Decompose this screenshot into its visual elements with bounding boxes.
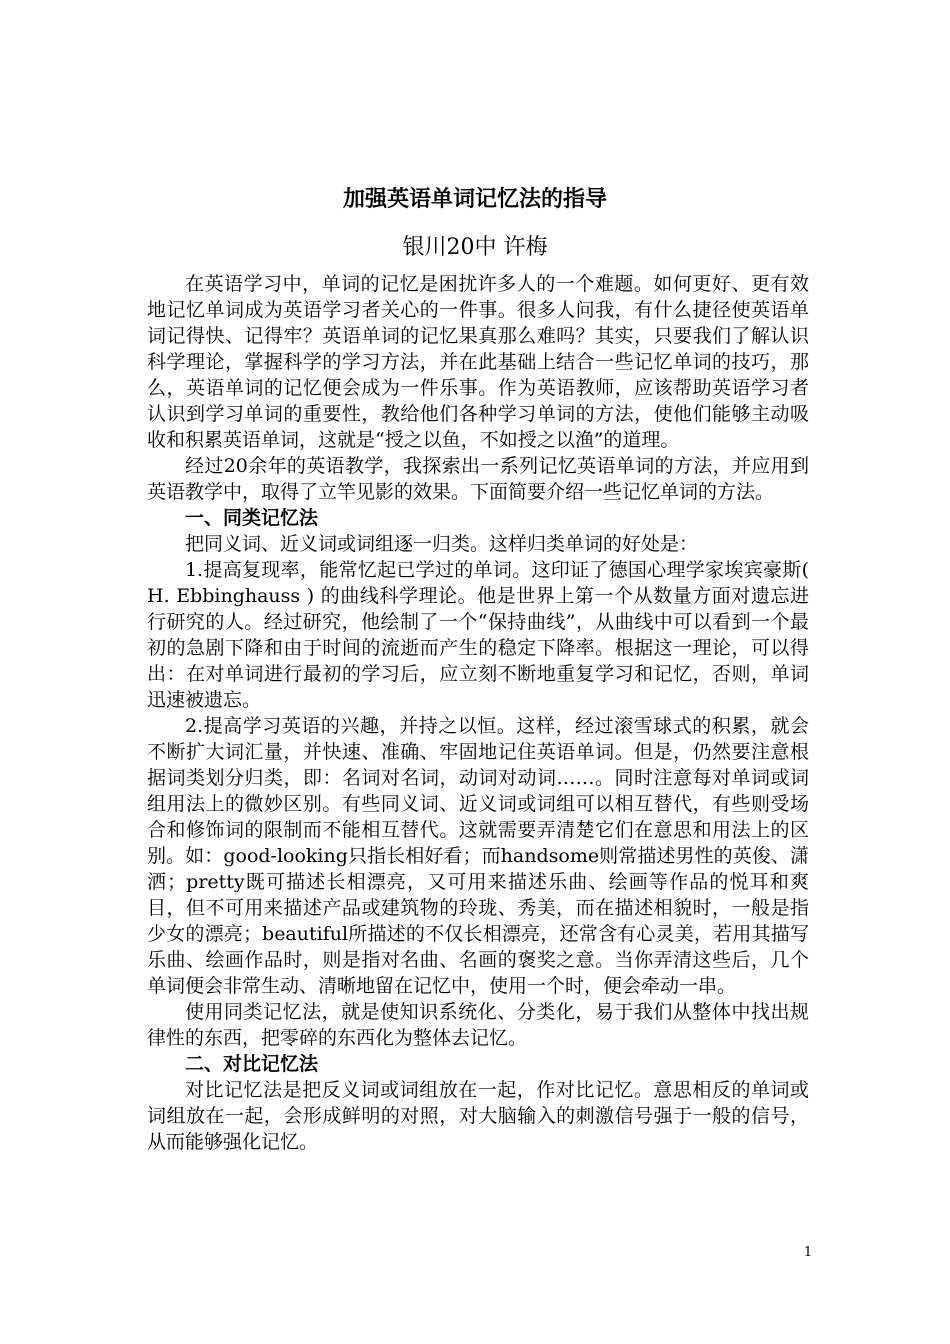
- paragraph-classify: 把同义词、近义词或词组逐一归类。这样归类单词的好处是：: [185, 533, 699, 555]
- section-heading-1: 一、同类记忆法: [185, 507, 319, 529]
- paragraph-point-1: 1.提高复现率，能常忆起已学过的单词。这印证了德国心理学家埃宾豪斯( H. Ebbinghauss ) 的曲线科学理论。他是世界上第一个从数量方面对遗忘进行研究的人。经过研究，他绘制了一个“保持曲线”，从曲线中可以看到一个最初的急剧下降和由于时间的流逝而产生的稳定下降率。根据这一理论，可以得出：在对单词进行最初的学习后，应立刻不断地重复学习和记忆，否则，单词迅速被遗忘。: [147, 559, 809, 711]
- paragraph-intro: 在英语学习中，单词的记忆是困扰许多人的一个难题。如何更好、更有效地记忆单词成为英语学习者关心的一件事。很多人问我，有什么捷径使英语单词记得快、记得牢？英语单词的记忆果真那么难吗？其实，只要我们了解认识科学理论，掌握科学的学习方法，并在此基础上结合一些记忆单词的技巧，那么，英语单词的记忆便会成为一件乐事。作为英语教师，应该帮助英语学习者认识到学习单词的重要性，教给他们各种学习单词的方法，使他们能够主动吸收和积累英语单词，这就是“授之以鱼，不如授之以渔”的道理。: [147, 273, 809, 451]
- paragraph-contrast: 对比记忆法是把反义词或词组放在一起，作对比记忆。意思相反的单词或词组放在一起，会形成鲜明的对照，对大脑输入的刺激信号强于一般的信号，从而能够强化记忆。: [147, 1079, 809, 1153]
- paragraph-point-2: 2.提高学习英语的兴趣，并持之以恒。这样，经过滚雪球式的积累，就会不断扩大词汇量，并快速、准确、牢固地记住英语单词。但是，仍然要注意根据词类划分归类，即：名词对名词，动词对动词……。同时注意每对单词或词组用法上的微妙区别。有些同义词、近义词或词组可以相互替代，有些则受场合和修饰词的限制而不能相互替代。这就需要弄清楚它们在意思和用法上的区别。如：good-looking只指长相好看；而handsome则常描述男性的英俊、潇洒；pretty既可描述长相漂亮，又可用来描述乐曲、绘画等作品的悦耳和爽目，但不可用来描述产品或建筑物的玲珑、秀美，而在描述相貌时，一般是指少女的漂亮；beautiful所描述的不仅长相漂亮，还常含有心灵美，若用其描写乐曲、绘画作品时，则是指对名曲、名画的褒奖之意。当你弄清这些后，几个单词便会非常生动、清晰地留在记忆中，使用一个时，便会牵动一串。: [147, 715, 809, 997]
- section-heading-2: 二、对比记忆法: [185, 1053, 319, 1075]
- document-author: 银川20中 许梅: [402, 235, 548, 260]
- page-number: 1: [803, 1245, 813, 1260]
- paragraph-experience: 经过20余年的英语教学，我探索出一系列记忆英语单词的方法，并应用到英语教学中，取得了立竿见影的效果。下面简要介绍一些记忆单词的方法。: [147, 455, 809, 503]
- document-title: 加强英语单词记忆法的指导: [342, 186, 607, 212]
- document-body: [147, 271, 809, 1155]
- paragraph-summary: 使用同类记忆法，就是使知识系统化、分类化，易于我们从整体中找出规律性的东西，把零碎的东西化为整体去记忆。: [147, 1001, 809, 1049]
